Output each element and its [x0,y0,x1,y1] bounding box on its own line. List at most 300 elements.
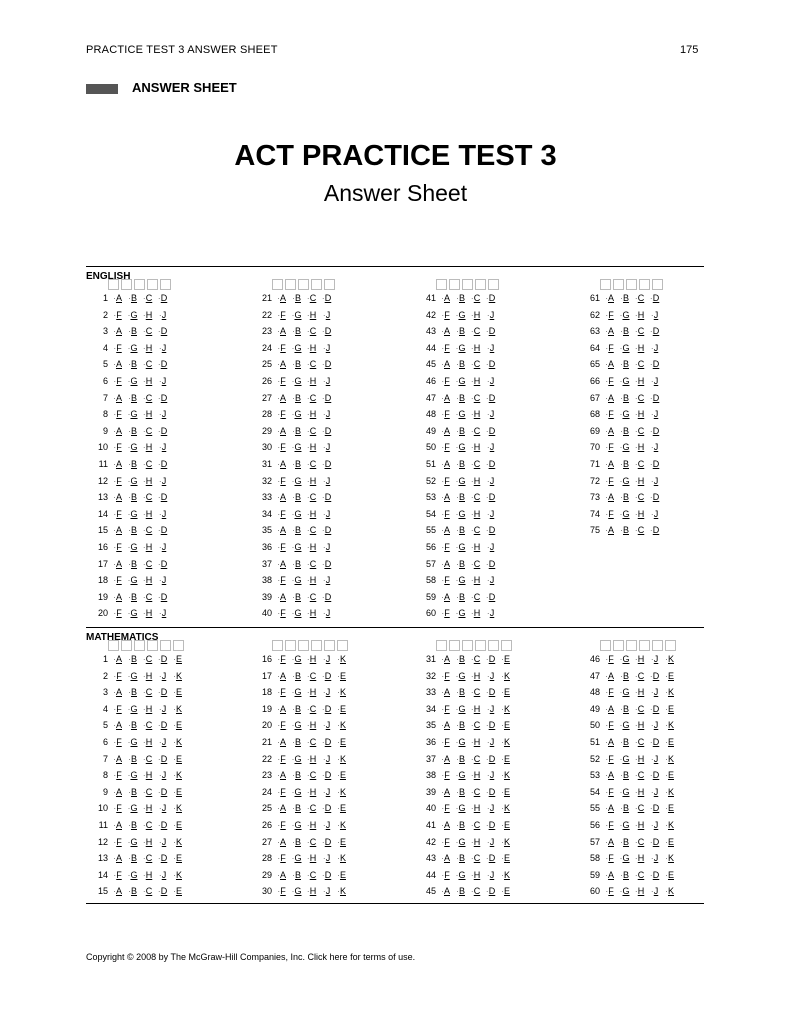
answer-bubble[interactable]: ·G [291,508,302,519]
answer-bubble[interactable]: ·G [127,737,138,747]
answer-bubble[interactable]: ·D [649,670,660,681]
answer-bubble[interactable]: ·F [605,820,614,830]
answer-bubble[interactable]: ·C [306,670,317,681]
answer-bubble[interactable]: ·E [500,853,510,864]
answer-bubble[interactable]: ·K [500,869,510,880]
answer-bubble[interactable]: ·E [336,670,346,681]
answer-bubble[interactable]: ·A [112,786,122,797]
answer-bubble[interactable]: ·B [455,820,465,830]
answer-bubble[interactable]: ·A [112,820,122,830]
answer-bubble[interactable]: ·J [486,703,495,714]
answer-bubble[interactable]: ·H [142,409,153,420]
answer-bubble[interactable]: ·B [127,886,137,897]
answer-bubble[interactable]: ·H [142,608,153,619]
answer-bubble[interactable]: ·C [306,459,317,469]
answer-bubble[interactable]: ·J [322,654,331,664]
answer-bubble[interactable]: ·B [291,670,301,681]
answer-bubble[interactable]: ·J [322,575,331,586]
answer-bubble[interactable]: ·B [127,525,137,536]
answer-bubble[interactable]: ·G [127,869,138,880]
answer-bubble[interactable]: ·G [455,803,466,814]
answer-bubble[interactable]: ·J [158,475,167,486]
answer-bubble[interactable]: ·F [441,770,450,781]
answer-bubble[interactable]: ·A [604,803,614,814]
answer-bubble[interactable]: ·G [127,309,138,320]
answer-bubble[interactable]: ·F [441,608,450,619]
answer-bubble[interactable]: ·D [157,591,168,602]
answer-bubble[interactable]: ·A [440,720,450,731]
answer-bubble[interactable]: ·A [112,392,122,403]
answer-bubble[interactable]: ·C [142,654,153,664]
answer-bubble[interactable]: ·C [634,492,645,503]
answer-bubble[interactable]: ·H [306,687,317,698]
answer-bubble[interactable]: ·G [127,508,138,519]
answer-bubble[interactable]: ·C [142,853,153,864]
answer-bubble[interactable]: ·H [634,309,645,320]
answer-bubble[interactable]: ·H [306,508,317,519]
answer-bubble[interactable]: ·F [277,475,286,486]
answer-bubble[interactable]: ·E [664,703,674,714]
answer-bubble[interactable]: ·D [157,359,168,370]
answer-bubble[interactable]: ·H [470,409,481,420]
answer-bubble[interactable]: ·J [486,309,495,320]
answer-bubble[interactable]: ·F [605,753,614,764]
answer-bubble[interactable]: ·H [142,836,153,847]
answer-bubble[interactable]: ·D [649,836,660,847]
answer-bubble[interactable]: ·D [157,392,168,403]
answer-bubble[interactable]: ·C [470,687,481,698]
answer-bubble[interactable]: ·B [619,492,629,503]
answer-bubble[interactable]: ·A [276,703,286,714]
answer-bubble[interactable]: ·A [112,654,122,664]
answer-bubble[interactable]: ·J [158,442,167,453]
answer-bubble[interactable]: ·B [455,786,465,797]
answer-bubble[interactable]: ·J [486,475,495,486]
answer-bubble[interactable]: ·K [172,836,182,847]
answer-bubble[interactable]: ·C [142,753,153,764]
answer-bubble[interactable]: ·D [485,359,496,370]
answer-bubble[interactable]: ·J [650,342,659,353]
answer-bubble[interactable]: ·A [112,359,122,370]
answer-bubble[interactable]: ·H [634,753,645,764]
answer-bubble[interactable]: ·H [142,309,153,320]
answer-bubble[interactable]: ·H [142,542,153,552]
answer-bubble[interactable]: ·G [291,309,302,320]
answer-bubble[interactable]: ·D [321,591,332,602]
answer-bubble[interactable]: ·F [441,836,450,847]
answer-bubble[interactable]: ·G [619,753,630,764]
answer-bubble[interactable]: ·A [604,869,614,880]
answer-bubble[interactable]: ·A [604,293,614,303]
answer-bubble[interactable]: ·F [277,753,286,764]
answer-bubble[interactable]: ·B [619,459,629,469]
answer-bubble[interactable]: ·K [664,654,674,664]
answer-bubble[interactable]: ·G [291,753,302,764]
answer-bubble[interactable]: ·C [470,786,481,797]
answer-bubble[interactable]: ·H [470,309,481,320]
answer-bubble[interactable]: ·D [157,459,168,469]
answer-bubble[interactable]: ·G [619,820,630,830]
answer-bubble[interactable]: ·G [291,575,302,586]
answer-bubble[interactable]: ·C [470,359,481,370]
answer-bubble[interactable]: ·D [485,886,496,897]
answer-bubble[interactable]: ·F [113,737,122,747]
answer-bubble[interactable]: ·J [650,409,659,420]
answer-bubble[interactable]: ·B [619,869,629,880]
answer-bubble[interactable]: ·B [619,803,629,814]
answer-bubble[interactable]: ·H [634,654,645,664]
answer-bubble[interactable]: ·K [336,820,346,830]
answer-bubble[interactable]: ·D [485,720,496,731]
answer-bubble[interactable]: ·F [113,836,122,847]
answer-bubble[interactable]: ·C [142,558,153,569]
answer-bubble[interactable]: ·J [486,508,495,519]
answer-bubble[interactable]: ·C [634,525,645,536]
answer-bubble[interactable]: ·F [441,475,450,486]
answer-bubble[interactable]: ·J [322,342,331,353]
answer-bubble[interactable]: ·G [455,836,466,847]
answer-bubble[interactable]: ·A [112,720,122,731]
answer-bubble[interactable]: ·H [634,886,645,897]
answer-bubble[interactable]: ·H [470,670,481,681]
answer-bubble[interactable]: ·K [336,654,346,664]
answer-bubble[interactable]: ·H [470,575,481,586]
answer-bubble[interactable]: ·A [112,753,122,764]
answer-bubble[interactable]: ·C [142,886,153,897]
answer-bubble[interactable]: ·D [321,459,332,469]
answer-bubble[interactable]: ·J [650,886,659,897]
answer-bubble[interactable]: ·A [440,853,450,864]
answer-bubble[interactable]: ·C [306,737,317,747]
answer-bubble[interactable]: ·H [142,670,153,681]
answer-bubble[interactable]: ·B [619,737,629,747]
answer-bubble[interactable]: ·B [127,359,137,370]
answer-bubble[interactable]: ·G [619,342,630,353]
answer-bubble[interactable]: ·C [470,654,481,664]
answer-bubble[interactable]: ·D [485,820,496,830]
answer-bubble[interactable]: ·H [142,508,153,519]
answer-bubble[interactable]: ·A [276,492,286,503]
answer-bubble[interactable]: ·A [276,359,286,370]
answer-bubble[interactable]: ·C [306,425,317,436]
answer-bubble[interactable]: ·C [142,820,153,830]
answer-bubble[interactable]: ·D [649,425,660,436]
answer-bubble[interactable]: ·B [455,359,465,370]
answer-bubble[interactable]: ·F [441,703,450,714]
answer-bubble[interactable]: ·D [321,670,332,681]
answer-bubble[interactable]: ·C [470,392,481,403]
answer-bubble[interactable]: ·K [664,720,674,731]
answer-bubble[interactable]: ·B [127,558,137,569]
answer-bubble[interactable]: ·F [441,508,450,519]
answer-bubble[interactable]: ·C [634,770,645,781]
answer-bubble[interactable]: ·G [127,608,138,619]
answer-bubble[interactable]: ·F [113,608,122,619]
answer-bubble[interactable]: ·F [113,475,122,486]
answer-bubble[interactable]: ·J [486,836,495,847]
answer-bubble[interactable]: ·K [500,670,510,681]
answer-bubble[interactable]: ·D [157,853,168,864]
answer-bubble[interactable]: ·K [500,803,510,814]
answer-bubble[interactable]: ·A [440,558,450,569]
answer-bubble[interactable]: ·C [306,326,317,337]
answer-bubble[interactable]: ·H [142,575,153,586]
answer-bubble[interactable]: ·B [127,392,137,403]
answer-bubble[interactable]: ·F [113,869,122,880]
answer-bubble[interactable]: ·B [619,392,629,403]
answer-bubble[interactable]: ·D [321,293,332,303]
answer-bubble[interactable]: ·K [336,753,346,764]
answer-bubble[interactable]: ·E [500,654,510,664]
answer-bubble[interactable]: ·B [619,703,629,714]
answer-bubble[interactable]: ·D [321,703,332,714]
answer-bubble[interactable]: ·H [306,575,317,586]
answer-bubble[interactable]: ·H [306,786,317,797]
answer-bubble[interactable]: ·A [276,392,286,403]
answer-bubble[interactable]: ·J [158,575,167,586]
answer-bubble[interactable]: ·J [322,508,331,519]
answer-bubble[interactable]: ·G [619,654,630,664]
answer-bubble[interactable]: ·G [291,853,302,864]
answer-bubble[interactable]: ·C [142,687,153,698]
answer-bubble[interactable]: ·G [455,309,466,320]
answer-bubble[interactable]: ·C [142,425,153,436]
answer-bubble[interactable]: ·A [604,359,614,370]
answer-bubble[interactable]: ·B [455,459,465,469]
answer-bubble[interactable]: ·J [158,342,167,353]
answer-bubble[interactable]: ·H [634,409,645,420]
answer-bubble[interactable]: ·B [127,820,137,830]
answer-bubble[interactable]: ·H [306,542,317,552]
answer-bubble[interactable]: ·B [127,425,137,436]
answer-bubble[interactable]: ·C [634,803,645,814]
answer-bubble[interactable]: ·H [306,376,317,386]
answer-bubble[interactable]: ·D [649,525,660,536]
answer-bubble[interactable]: ·B [619,359,629,370]
answer-bubble[interactable]: ·G [127,542,138,552]
answer-bubble[interactable]: ·G [127,409,138,420]
answer-bubble[interactable]: ·F [605,342,614,353]
answer-bubble[interactable]: ·J [486,770,495,781]
answer-bubble[interactable]: ·E [172,820,182,830]
answer-bubble[interactable]: ·F [113,542,122,552]
answer-bubble[interactable]: ·F [277,409,286,420]
answer-bubble[interactable]: ·A [112,687,122,698]
answer-bubble[interactable]: ·K [664,886,674,897]
answer-bubble[interactable]: ·A [276,737,286,747]
answer-bubble[interactable]: ·D [649,492,660,503]
answer-bubble[interactable]: ·F [113,309,122,320]
answer-bubble[interactable]: ·B [127,720,137,731]
answer-bubble[interactable]: ·A [604,737,614,747]
answer-bubble[interactable]: ·A [276,459,286,469]
answer-bubble[interactable]: ·F [277,853,286,864]
answer-bubble[interactable]: ·A [440,786,450,797]
answer-bubble[interactable]: ·C [470,886,481,897]
answer-bubble[interactable]: ·K [664,853,674,864]
answer-bubble[interactable]: ·E [336,803,346,814]
answer-bubble[interactable]: ·B [127,492,137,503]
answer-bubble[interactable]: ·F [605,687,614,698]
answer-bubble[interactable]: ·A [276,869,286,880]
answer-bubble[interactable]: ·E [336,770,346,781]
answer-bubble[interactable]: ·F [113,442,122,453]
answer-bubble[interactable]: ·F [277,376,286,386]
answer-bubble[interactable]: ·B [127,654,137,664]
answer-bubble[interactable]: ·C [470,853,481,864]
answer-bubble[interactable]: ·K [500,737,510,747]
answer-bubble[interactable]: ·D [321,425,332,436]
answer-bubble[interactable]: ·B [291,703,301,714]
answer-bubble[interactable]: ·A [112,558,122,569]
answer-bubble[interactable]: ·B [127,853,137,864]
answer-bubble[interactable]: ·C [634,459,645,469]
answer-bubble[interactable]: ·J [650,442,659,453]
answer-bubble[interactable]: ·J [158,309,167,320]
answer-bubble[interactable]: ·A [440,886,450,897]
answer-bubble[interactable]: ·H [306,608,317,619]
answer-bubble[interactable]: ·J [650,376,659,386]
answer-bubble[interactable]: ·B [291,558,301,569]
answer-bubble[interactable]: ·D [157,525,168,536]
answer-bubble[interactable]: ·C [470,425,481,436]
answer-bubble[interactable]: ·K [664,786,674,797]
answer-bubble[interactable]: ·B [291,591,301,602]
answer-bubble[interactable]: ·A [440,654,450,664]
answer-bubble[interactable]: ·D [485,293,496,303]
answer-bubble[interactable]: ·G [291,786,302,797]
answer-bubble[interactable]: ·F [605,508,614,519]
answer-bubble[interactable]: ·C [306,591,317,602]
answer-bubble[interactable]: ·K [500,836,510,847]
answer-bubble[interactable]: ·J [322,687,331,698]
answer-bubble[interactable]: ·H [470,770,481,781]
answer-bubble[interactable]: ·D [157,720,168,731]
answer-bubble[interactable]: ·C [306,869,317,880]
answer-bubble[interactable]: ·J [650,654,659,664]
answer-bubble[interactable]: ·F [277,542,286,552]
answer-bubble[interactable]: ·D [157,425,168,436]
answer-bubble[interactable]: ·G [619,886,630,897]
answer-bubble[interactable]: ·F [113,670,122,681]
answer-bubble[interactable]: ·B [619,770,629,781]
answer-bubble[interactable]: ·H [634,786,645,797]
answer-bubble[interactable]: ·K [500,770,510,781]
answer-bubble[interactable]: ·C [142,326,153,337]
answer-bubble[interactable]: ·A [276,558,286,569]
answer-bubble[interactable]: ·C [634,425,645,436]
answer-bubble[interactable]: ·H [306,853,317,864]
answer-bubble[interactable]: ·J [158,508,167,519]
answer-bubble[interactable]: ·H [634,820,645,830]
answer-bubble[interactable]: ·A [440,687,450,698]
answer-bubble[interactable]: ·J [322,608,331,619]
answer-bubble[interactable]: ·E [172,654,182,664]
answer-bubble[interactable]: ·G [455,475,466,486]
answer-bubble[interactable]: ·F [441,737,450,747]
answer-bubble[interactable]: ·B [127,293,137,303]
answer-bubble[interactable]: ·C [470,492,481,503]
answer-bubble[interactable]: ·G [127,836,138,847]
answer-bubble[interactable]: ·F [605,654,614,664]
answer-bubble[interactable]: ·B [291,392,301,403]
answer-bubble[interactable]: ·C [306,558,317,569]
answer-bubble[interactable]: ·F [441,575,450,586]
answer-bubble[interactable]: ·J [158,703,167,714]
answer-bubble[interactable]: ·B [127,753,137,764]
answer-bubble[interactable]: ·C [634,836,645,847]
answer-bubble[interactable]: ·A [604,670,614,681]
answer-bubble[interactable]: ·J [322,376,331,386]
answer-bubble[interactable]: ·D [485,654,496,664]
answer-bubble[interactable]: ·G [455,342,466,353]
answer-bubble[interactable]: ·A [276,670,286,681]
answer-bubble[interactable]: ·J [322,820,331,830]
answer-bubble[interactable]: ·B [291,869,301,880]
answer-bubble[interactable]: ·C [634,670,645,681]
answer-bubble[interactable]: ·C [470,820,481,830]
answer-bubble[interactable]: ·K [172,869,182,880]
answer-bubble[interactable]: ·E [336,869,346,880]
answer-bubble[interactable]: ·H [470,508,481,519]
answer-bubble[interactable]: ·E [172,853,182,864]
answer-bubble[interactable]: ·J [486,409,495,420]
answer-bubble[interactable]: ·D [649,359,660,370]
answer-bubble[interactable]: ·H [470,703,481,714]
answer-bubble[interactable]: ·F [441,309,450,320]
answer-bubble[interactable]: ·G [455,409,466,420]
answer-bubble[interactable]: ·D [157,786,168,797]
answer-bubble[interactable]: ·G [455,575,466,586]
answer-bubble[interactable]: ·J [650,687,659,698]
answer-bubble[interactable]: ·A [440,425,450,436]
answer-bubble[interactable]: ·G [455,869,466,880]
answer-bubble[interactable]: ·A [440,326,450,337]
answer-bubble[interactable]: ·A [440,820,450,830]
answer-bubble[interactable]: ·J [650,786,659,797]
answer-bubble[interactable]: ·B [291,293,301,303]
answer-bubble[interactable]: ·J [650,508,659,519]
answer-bubble[interactable]: ·H [470,836,481,847]
answer-bubble[interactable]: ·C [142,459,153,469]
answer-bubble[interactable]: ·D [321,869,332,880]
answer-bubble[interactable]: ·C [634,703,645,714]
answer-bubble[interactable]: ·E [336,703,346,714]
answer-bubble[interactable]: ·G [291,409,302,420]
answer-bubble[interactable]: ·C [142,591,153,602]
answer-bubble[interactable]: ·A [276,326,286,337]
answer-bubble[interactable]: ·F [113,376,122,386]
answer-bubble[interactable]: ·E [500,820,510,830]
answer-bubble[interactable]: ·J [486,442,495,453]
answer-bubble[interactable]: ·F [605,475,614,486]
answer-bubble[interactable]: ·C [634,293,645,303]
answer-bubble[interactable]: ·J [322,475,331,486]
answer-bubble[interactable]: ·F [441,342,450,353]
answer-bubble[interactable]: ·J [158,737,167,747]
answer-bubble[interactable]: ·H [142,703,153,714]
answer-bubble[interactable]: ·D [321,525,332,536]
answer-bubble[interactable]: ·H [306,820,317,830]
answer-bubble[interactable]: ·A [440,392,450,403]
answer-bubble[interactable]: ·A [112,853,122,864]
answer-bubble[interactable]: ·B [455,853,465,864]
answer-bubble[interactable]: ·G [619,376,630,386]
answer-bubble[interactable]: ·C [306,525,317,536]
answer-bubble[interactable]: ·G [455,376,466,386]
answer-bubble[interactable]: ·J [158,803,167,814]
answer-bubble[interactable]: ·J [486,376,495,386]
